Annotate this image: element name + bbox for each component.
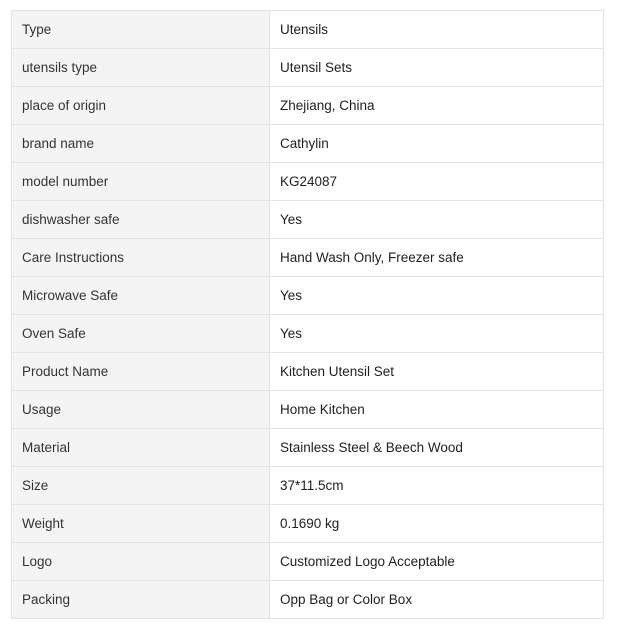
spec-value-place-of-origin: Zhejiang, China (270, 87, 604, 125)
table-row (12, 429, 604, 467)
table-row (12, 391, 604, 429)
table-row (12, 353, 604, 391)
spec-key-logo: Logo (12, 543, 270, 581)
table-row (12, 277, 604, 315)
table-row (12, 49, 604, 87)
spec-value-size: 37*11.5cm (270, 467, 604, 505)
spec-key-weight: Weight (12, 505, 270, 543)
spec-key-microwave-safe: Microwave Safe (12, 277, 270, 315)
spec-value-care-instructions: Hand Wash Only, Freezer safe (270, 239, 604, 277)
spec-value-dishwasher-safe: Yes (270, 201, 604, 239)
table-row (12, 87, 604, 125)
spec-key-type: Type (12, 11, 270, 49)
spec-key-packing: Packing (12, 581, 270, 619)
spec-key-utensils-type: utensils type (12, 49, 270, 87)
spec-key-place-of-origin: place of origin (12, 87, 270, 125)
spec-key-model-number: model number (12, 163, 270, 201)
spec-key-product-name: Product Name (12, 353, 270, 391)
table-row (12, 239, 604, 277)
spec-value-oven-safe: Yes (270, 315, 604, 353)
spec-value-type: Utensils (270, 11, 604, 49)
spec-value-brand-name: Cathylin (270, 125, 604, 163)
spec-key-usage: Usage (12, 391, 270, 429)
table-row (12, 467, 604, 505)
spec-value-model-number: KG24087 (270, 163, 604, 201)
table-row (12, 315, 604, 353)
table-row (12, 11, 604, 49)
spec-value-product-name: Kitchen Utensil Set (270, 353, 604, 391)
table-row (12, 543, 604, 581)
product-spec-table (11, 10, 604, 619)
spec-key-size: Size (12, 467, 270, 505)
spec-table-body (12, 11, 604, 619)
spec-value-usage: Home Kitchen (270, 391, 604, 429)
spec-value-logo: Customized Logo Acceptable (270, 543, 604, 581)
spec-value-microwave-safe: Yes (270, 277, 604, 315)
table-row (12, 581, 604, 619)
spec-key-dishwasher-safe: dishwasher safe (12, 201, 270, 239)
spec-value-utensils-type: Utensil Sets (270, 49, 604, 87)
table-row (12, 505, 604, 543)
table-row (12, 163, 604, 201)
spec-key-care-instructions: Care Instructions (12, 239, 270, 277)
spec-value-weight: 0.1690 kg (270, 505, 604, 543)
spec-value-material: Stainless Steel & Beech Wood (270, 429, 604, 467)
table-row (12, 201, 604, 239)
spec-value-packing: Opp Bag or Color Box (270, 581, 604, 619)
table-row (12, 125, 604, 163)
spec-key-material: Material (12, 429, 270, 467)
spec-key-brand-name: brand name (12, 125, 270, 163)
spec-key-oven-safe: Oven Safe (12, 315, 270, 353)
